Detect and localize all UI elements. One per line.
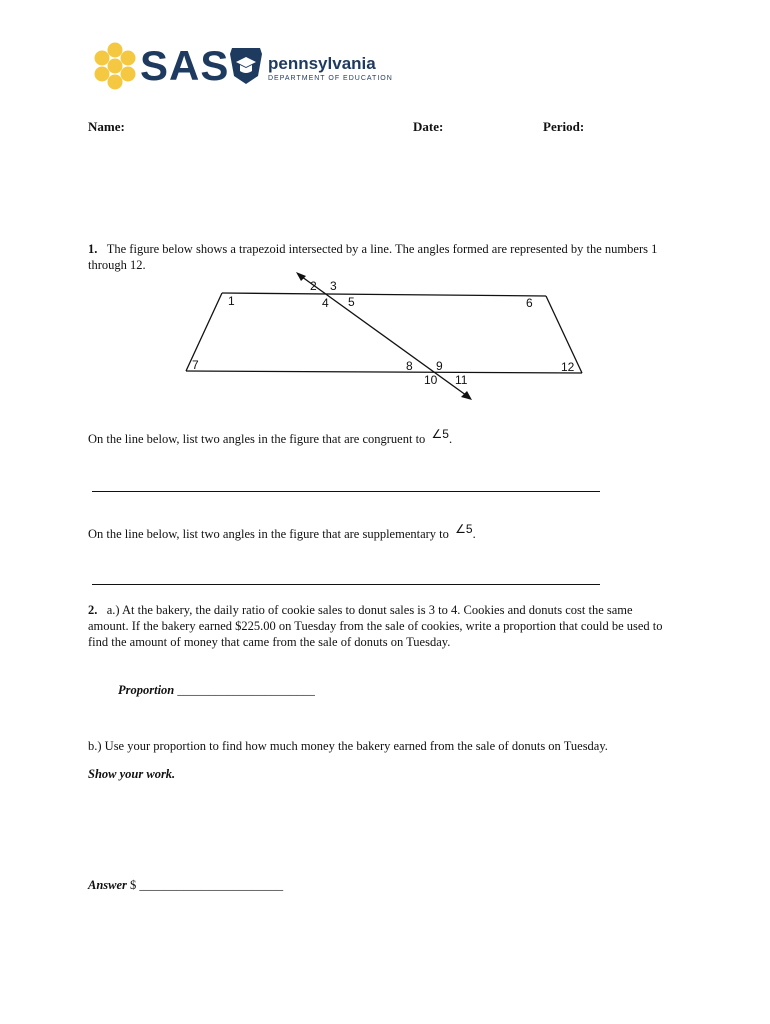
angle-label-11: 11 [455, 373, 468, 387]
angle-5-reference-2: ∠5 [455, 522, 473, 536]
sas-logo-text: SAS [140, 42, 230, 89]
angle-label-8: 8 [406, 359, 413, 373]
angle-label-9: 9 [436, 359, 443, 373]
angle-label-10: 10 [424, 373, 438, 387]
keystone-mortarboard-icon [228, 46, 264, 86]
trapezoid-figure [180, 268, 600, 403]
q1-line1 [88, 241, 657, 258]
name-label: Name: [88, 119, 125, 134]
angle-label-12: 12 [561, 360, 575, 374]
angle-label-5: 5 [348, 295, 355, 309]
date-label: Date: [413, 119, 444, 134]
angle-label-7: 7 [192, 358, 199, 372]
proportion-blank[interactable]: ______________________ [177, 683, 315, 697]
q2-line1 [88, 602, 633, 619]
q2-b-text: b.) Use your proportion to find how much money the bakery earned from the sale of donuts on Tuesday. [88, 739, 608, 753]
q2-number: 2. [88, 603, 98, 617]
department-of-education-text: DEPARTMENT OF EDUCATION [268, 75, 393, 82]
pennsylvania-wordmark: pennsylvania [268, 54, 376, 73]
q2-a-line1: a.) At the bakery, the daily ratio of cookie sales to donut sales is 3 to 4. Cookies and donuts cost the same [106, 603, 633, 617]
answer-label: Answer [88, 878, 127, 892]
angle-5-reference: ∠5 [431, 427, 449, 441]
q2-a-line3: find the amount of money that came from the sale of donuts on Tuesday. [88, 635, 451, 649]
proportion-row [118, 682, 315, 699]
angle-label-4: 4 [322, 296, 329, 310]
congruent-answer-line[interactable] [92, 491, 600, 492]
angle-label-2: 2 [310, 279, 317, 293]
congruent-prompt: On the line below, list two angles in the figure that are congruent to $^{\angle 5}$. [88, 427, 453, 447]
supplementary-answer-line[interactable] [92, 584, 600, 585]
sas-flower-logo-icon [92, 42, 138, 90]
proportion-label: Proportion [118, 683, 175, 697]
show-work-label: Show your work. [88, 767, 176, 781]
q1-text-line2: through 12. [88, 258, 146, 272]
answer-row [88, 877, 283, 894]
supplementary-prompt: On the line below, list two angles in the figure that are supplementary to $^{\angle 5}$. [88, 522, 476, 542]
angle-label-6: 6 [526, 296, 533, 310]
q1-text-line1: The figure below shows a trapezoid intersected by a line. The angles formed are represented by the numbers 1 [106, 242, 658, 256]
answer-blank[interactable]: $ _______________________ [130, 878, 284, 892]
q2-a-line2: amount. If the bakery earned $225.00 on Tuesday from the sale of cookies, write a proportion that could be used to [88, 619, 663, 633]
q1-number: 1. [88, 242, 98, 256]
period-label: Period: [543, 119, 585, 134]
angle-label-3: 3 [330, 279, 337, 293]
angle-label-1: 1 [228, 294, 235, 308]
